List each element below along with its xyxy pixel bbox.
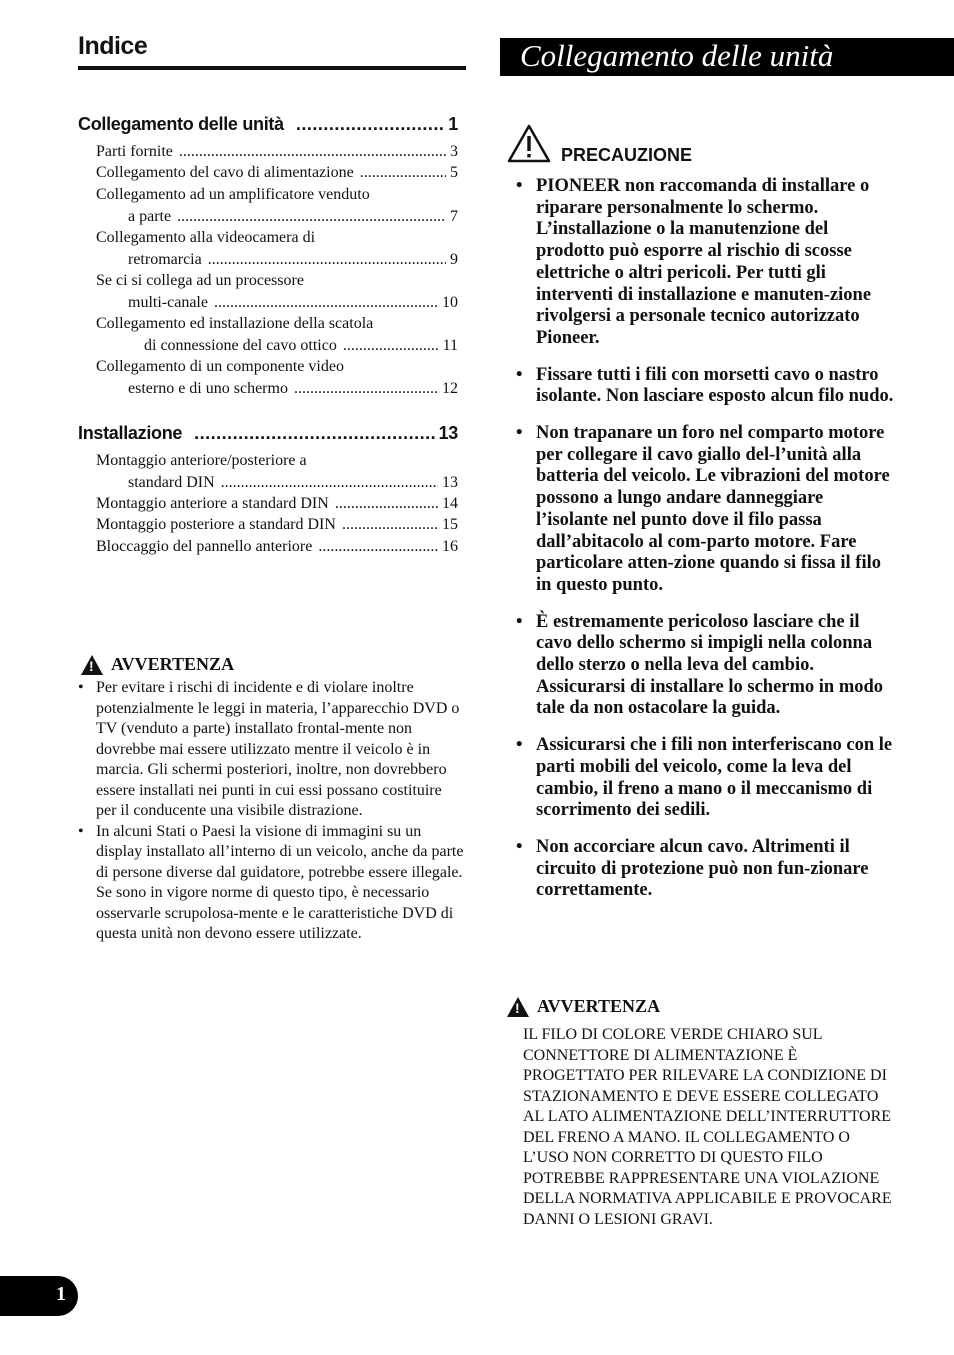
toc-item-page: 7 (450, 207, 458, 225)
toc-section-installazione[interactable] (78, 423, 458, 444)
right-warning-text: IL FILO DI COLORE VERDE CHIARO SUL CONNETTORE DI ALIMENTAZIONE È PROGETTATO PER RILEVARE LA CONDIZIONE DI STAZIONAMENTO E DEVE ESSERE COLLEGATO AL LATO ALIMENTAZIONE DELL’INTERRUTTORE DEL FRENO A MANO. IL COLLEGAMENTO O L’USO NON CORRETTO DI QUESTO FILO POTREBBE RAPPRESENTARE UNA VIOLAZIONE DELLA NORMATIVA APPLICABILE E PROVOCARE DANNI O LESIONI GRAVI. (523, 1026, 892, 1228)
toc-item-page: 12 (442, 379, 458, 397)
toc-leader (194, 423, 434, 444)
list-item: • Non accorciare alcun cavo. Altrimenti il circuito di protezione può non fun-zionare correttamente. (514, 837, 894, 902)
toc-item-label: Se ci si collega ad un processore (96, 272, 304, 289)
toc-item-label: Parti fornite (96, 143, 173, 160)
toc-item[interactable] (96, 356, 458, 399)
toc-item-label: Collegamento del cavo di alimentazione (96, 164, 354, 181)
toc-item-label: Montaggio anteriore/posteriore a (96, 452, 307, 469)
caution-list (514, 176, 894, 917)
toc-item-label-cont: retromarcia (128, 250, 202, 268)
toc-item-page: 11 (442, 336, 458, 354)
toc-item[interactable] (96, 270, 458, 313)
toc-leader (335, 493, 438, 515)
toc-item-label-cont: standard DIN (128, 473, 215, 491)
toc-section-label: Installazione (78, 423, 183, 443)
toc-item-label-cont: di connessione del cavo ottico (144, 336, 337, 354)
toc-item-label: Collegamento alla videocamera di (96, 229, 316, 246)
toc-section-label: Collegamento delle unità (78, 114, 284, 134)
toc-leader (360, 162, 446, 184)
right-warning-heading (507, 996, 660, 1017)
list-item: • È estremamente pericoloso lasciare che il cavo dello schermo si impigli nella colonna dello sterzo o nella leva del cambio. Assicurarsi di installare lo schermo in modo tale da non ostacolare la guida. (514, 612, 894, 721)
left-warning-heading (81, 654, 234, 675)
toc-item-page: 9 (450, 250, 458, 268)
toc-item-label-cont: multi-canale (128, 293, 208, 311)
toc-item-page: 16 (442, 538, 458, 555)
toc-item[interactable] (96, 184, 458, 227)
list-item: • Non trapanare un foro nel comparto motore per collegare il cavo giallo del-l’unità alla batteria del veicolo. Le vibrazioni del motore possono a lungo andare danneggiare l’isolante nel punto dove il filo passa dall’abitacolo al com-parto motore. Fare particolare atten-zione quando si fissa il filo in questo punto. (514, 423, 894, 597)
toc-item[interactable] (96, 493, 458, 515)
toc-section-page: 13 (438, 423, 458, 443)
toc-leader (296, 114, 444, 135)
toc-item-page: 3 (450, 143, 458, 160)
left-warning-list (78, 678, 464, 945)
toc-item-label: Bloccaggio del pannello anteriore (96, 538, 313, 555)
toc-item[interactable] (96, 162, 458, 184)
page-number: 1 (56, 1283, 66, 1305)
toc-section-page: 1 (448, 114, 458, 134)
toc-leader (342, 514, 438, 536)
warning-triangle-icon (81, 655, 103, 675)
toc-item-label: Collegamento ad un amplificatore venduto (96, 186, 370, 203)
list-item: • Per evitare i rischi di incidente e di violare inoltre potenzialmente le leggi in materia, l’apparecchio DVD o TV (venduto a parte) installato frontal-mente non dovrebbe mai essere utilizzato mentre il veicolo è in marcia. Gli schermi posteriori, inoltre, non dovrebbero essere installati nei punti in cui essi possano costituire per il conducente una visibile distrazione. (78, 678, 464, 822)
toc-item[interactable] (96, 141, 458, 163)
list-item: • In alcuni Stati o Paesi la visione di immagini su un display installato all’interno di un veicolo, anche da parte di persone diverse dal guidatore, potrebbe essere illegale. Se sono in vigore norme di questo tipo, è necessario osservarle scrupolosa-mente e le caratteristiche DVD di questa unità non devono essere utilizzate. (78, 822, 464, 945)
toc-item-label: Collegamento di un componente video (96, 358, 344, 375)
toc-section-collegamento[interactable] (78, 114, 458, 135)
toc-item[interactable] (96, 514, 458, 536)
toc-leader (294, 378, 438, 400)
toc-item[interactable] (96, 227, 458, 270)
toc-leader (214, 292, 438, 314)
toc-item-label: Collegamento ed installazione della scatola (96, 315, 374, 332)
toc-item[interactable] (96, 450, 458, 493)
caution-triangle-icon (507, 124, 551, 164)
list-item: • Assicurarsi che i fili non interferiscano con le parti mobili del veicolo, come la leva del cambio, il freno a mano o il meccanismo di scorrimento dei sedili. (514, 735, 894, 822)
list-item: • PIONEER non raccomanda di installare o riparare personalmente lo schermo. L’installazione o la manutenzione del prodotto può esporre al rischio di scosse elettriche o altri pericoli. Per tutti gli interventi di installazione e manuten-zione rivolgersi a personale tecnico autorizzato Pioneer. (514, 176, 894, 350)
toc-item-page: 13 (442, 473, 458, 491)
caution-title: PRECAUZIONE (561, 145, 693, 165)
toc-leader (221, 472, 438, 494)
toc-leader (177, 206, 446, 228)
toc-leader (208, 249, 446, 271)
toc-item-page: 14 (442, 495, 458, 512)
toc-leader (179, 141, 446, 163)
toc-item-label-cont: esterno e di uno schermo (128, 379, 288, 397)
toc-item-page: 10 (442, 293, 458, 311)
toc-item-page: 15 (442, 516, 458, 533)
toc-item-label-cont: a parte (128, 207, 172, 225)
toc-item-page: 5 (450, 164, 458, 181)
list-item: • Fissare tutti i fili con morsetti cavo o nastro isolante. Non lasciare esposto alcun filo nudo. (514, 365, 894, 408)
index-title: Indice (78, 32, 148, 60)
page-number-tab (0, 1276, 78, 1316)
toc-leader (318, 536, 438, 558)
right-warning-title: AVVERTENZA (537, 996, 661, 1016)
warning-triangle-icon (507, 997, 529, 1017)
title-rule (78, 66, 466, 70)
section-title: Collegamento delle unità (520, 38, 834, 73)
toc-leader (343, 335, 439, 357)
toc-item-label: Montaggio anteriore a standard DIN (96, 495, 329, 512)
toc-item[interactable] (96, 536, 458, 558)
left-warning-title: AVVERTENZA (111, 654, 235, 674)
toc-item-label: Montaggio posteriore a standard DIN (96, 516, 336, 533)
toc-item[interactable] (96, 313, 458, 356)
